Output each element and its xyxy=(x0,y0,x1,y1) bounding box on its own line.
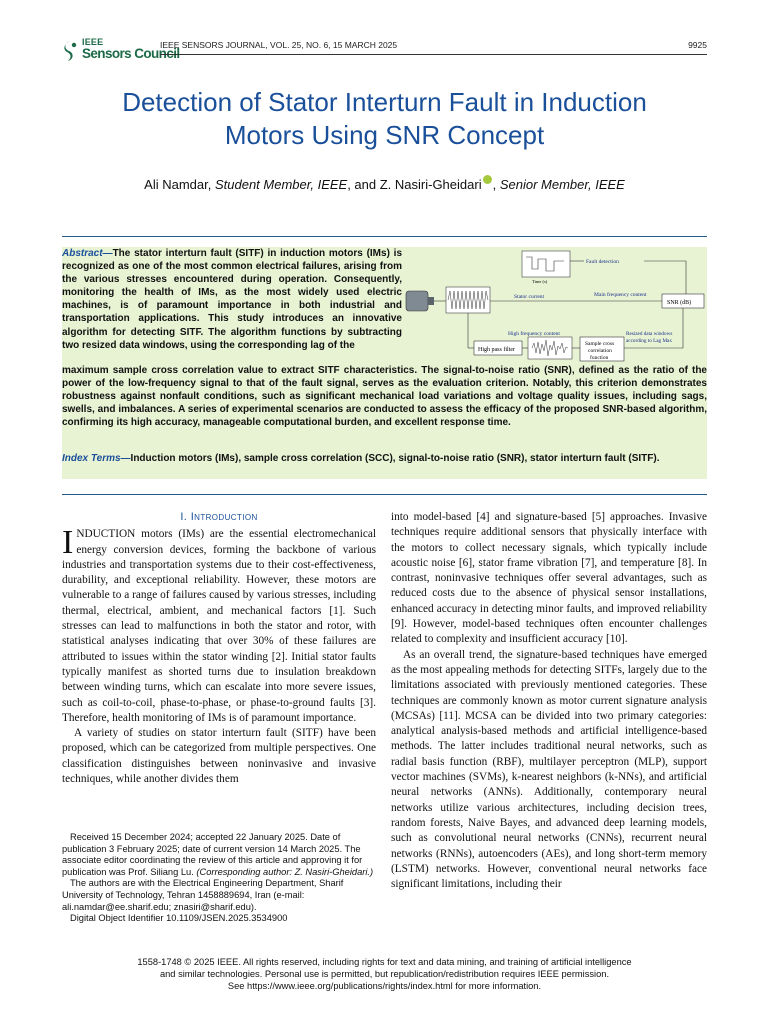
section-number: I. xyxy=(180,511,191,523)
ieee-sensors-council-logo xyxy=(62,37,180,66)
high-freq-plot xyxy=(528,337,572,359)
high-freq-label: High frequency content xyxy=(508,331,560,337)
stator-current-label: Stator current xyxy=(514,294,545,300)
footnote-affiliation: The authors are with the Electrical Engineering Department, Sharif University of Technology, Tehran 1458889694, Iran (e-mail: ali.namdar@ee.sharif.edu; znasiri@sharif.edu). xyxy=(62,878,344,912)
author-1-role: Student Member, IEEE xyxy=(214,177,348,192)
footnote-received xyxy=(62,832,376,878)
page-number: 9925 xyxy=(688,40,707,50)
scc-line-2: correlation xyxy=(588,348,612,354)
fault-detection-label: Fault detection xyxy=(586,259,619,265)
stator-current-plot xyxy=(446,287,490,313)
author-sep: , xyxy=(492,177,500,192)
author-1: Ali Namdar, xyxy=(144,177,215,192)
title-line-1: Detection of Stator Interturn Fault in Induction xyxy=(122,87,647,117)
abstract-top-rule xyxy=(62,236,707,237)
section-heading xyxy=(62,510,376,525)
copyright-line-1: 1558-1748 © 2025 IEEE. All rights reserved, including rights for text and data mining, and training of artificial intelligence xyxy=(137,957,632,967)
resized-windows-label: Resized data windows xyxy=(626,331,673,337)
title-line-2: Motors Using SNR Concept xyxy=(224,120,545,150)
abstract-body-top: The stator interturn fault (SITF) in induction motors (IMs) is recognized as one of the most common electrical failures, arising from the various stresses encountered during operation. Consequently, monitoring the health of IMs, as the most widely used electric machines, is of paramount importance in both industrial and transportation applications. This study introduces an innovative algorithm for detecting SITF. The algorithm functions by subtracting two resized data windows, using the corresponding lag of the xyxy=(62,248,402,351)
page-header xyxy=(62,38,707,68)
intro-paragraph-4: As an overall trend, the signature-based techniques have emerged as the most appealing methods for detecting SITFs, largely due to the limitations associated with previously mentioned categories. These techniques are commonly known as motor current signature analysis (MCSAs) [11]. MCSA can be divided into two primary categories: analytical analysis-based methods and artificial intelligence-based methods. The latter includes traditional neural networks, such as radial basis function (RBF), multilayer perceptron (MLP), support vector machines (SVMs), k-nearest neighbors (k-NNs), and artificial neural networks (ANNs). Additionally, contemporary neural networks utilize various architectures, including decision trees, random forests, Naive Bayes, and advanced deep learning models, such as convolutional neural networks (CNNs), recurrent neural networks (RNNs), autoencoders (AEs), and long short-term memory (LSTM) networks. However, conventional neural networks face significant limitations, including their xyxy=(391,648,707,891)
copyright-line-2: and similar technologies. Personal use is permitted, but republication/redistribution requires IEEE permission. xyxy=(159,969,610,979)
sensors-logo-icon xyxy=(62,40,78,62)
index-terms-text: Induction motors (IMs), sample cross correlation (SCC), signal-to-noise ratio (SNR), stator interturn fault (SITF). xyxy=(130,453,660,464)
section-title: Introduction xyxy=(190,511,258,523)
header-rule xyxy=(160,54,707,55)
dropcap-letter: I xyxy=(62,524,74,562)
lag-max-label: according to Lag Max xyxy=(626,338,672,344)
logo-ieee-text: IEEE xyxy=(82,37,104,47)
hpf-label: High pass filter xyxy=(478,347,515,353)
scc-line-1: Sample cross xyxy=(585,341,615,347)
graphical-abstract-figure xyxy=(404,247,707,363)
intro-paragraph-3: into model-based [4] and signature-based [5] approaches. Invasive techniques require additional sensors that physically interface with the motors to collect necessary signals, which typically include acoustic noise [6], stator frame vibration [7], and temperature [8]. In contrast, noninvasive techniques offer several advantages, such as reduced costs due to the absence of physical sensor installations, enhanced accuracy in detecting minor faults, and improved reliability [9]. However, model-based techniques often encounter challenges related to complexity and insufficient accuracy [10]. xyxy=(391,511,707,646)
footnote xyxy=(62,832,376,925)
journal-citation: IEEE SENSORS JOURNAL, VOL. 25, NO. 6, 15 MARCH 2025 xyxy=(160,40,398,50)
index-terms xyxy=(62,452,707,465)
paper-title xyxy=(62,86,707,152)
footnote-received-text: Received 15 December 2024; accepted 22 January 2025. Date of publication 3 February 2025; date of current version 14 March 2025. The associate editor coordinating the review of this article and approving it for publication was Prof. Siliang Lu. xyxy=(62,832,363,877)
intro-paragraph-1 xyxy=(62,524,376,726)
footnote-corresponding: (Corresponding author: Z. Nasiri-Gheidari.) xyxy=(196,866,374,877)
copyright-line-3[interactable]: See https://www.ieee.org/publications/rights/index.html for more information. xyxy=(227,981,542,991)
index-terms-dash: — xyxy=(120,453,131,464)
abstract-text-bottom: maximum sample cross correlation value to extract SITF characteristics. The signal-to-noise ratio (SNR), defined as the ratio of the power of the low-frequency signal to that of the fault signal, serves as the evaluation criterion. Notably, this criterion demonstrates robustness against nonfault conditions, such as significant mechanical load variations and voltage quality issues, including sags, swells, and imbalances. A series of experimental scenarios are conducted to assess the efficacy of the proposed SNR-based algorithm, confirming its high accuracy, manageable computational burden, and excellent response time. xyxy=(62,365,707,429)
abstract-bottom-rule xyxy=(62,494,707,495)
author-line xyxy=(62,175,707,192)
intro-paragraph-2: A variety of studies on stator interturn fault (SITF) have been proposed, which can be categorized from multiple perspectives. One classification distinguishes between noninvasive and invasive techniques, while another divides them xyxy=(62,727,376,786)
index-terms-label: Index Terms xyxy=(62,453,121,464)
intro-lead-word: NDUCTION xyxy=(76,528,136,541)
orcid-icon[interactable] xyxy=(483,175,492,184)
main-freq-label: Main frequency content xyxy=(594,292,647,298)
abstract-text-top xyxy=(62,247,402,352)
abstract-box xyxy=(62,247,707,479)
intro-p1-text: motors (IMs) are the essential electromechanical energy conversion devices, forming the backbone of various industries and transportation systems due to their cost-effectiveness, durability, and exceptional reliability. However, these motors are vulnerable to a range of failures caused by various stresses, including thermal, electrical, ambient, and mechanical factors [1]. Such stresses can lead to malfunctions in both the stator and rotor, with statistical analyses indicating that over 30% of these failures are attributed to issues within the stator winding [2]. Initial stator faults typically manifest as shorted turns due to insulation breakdown between winding turns, which can escalate into more severe issues, such as coil-to-coil, phase-to-phase, or phase-to-ground faults [3]. Therefore, health monitoring of IMs is of paramount importance. xyxy=(62,528,376,724)
author-2-role: Senior Member, IEEE xyxy=(499,177,625,192)
motor-icon xyxy=(406,291,428,311)
abstract-label: Abstract xyxy=(62,248,103,259)
left-column xyxy=(62,510,376,787)
abstract-dash: — xyxy=(102,248,113,259)
author-2: , and Z. Nasiri-Gheidari xyxy=(347,177,482,192)
copyright-notice xyxy=(62,956,707,992)
logo-council-text: Sensors Council xyxy=(82,46,180,61)
time-axis-label: Time (s) xyxy=(532,279,548,284)
right-column xyxy=(391,510,707,892)
scc-line-3: function xyxy=(590,355,609,361)
footnote-doi: Digital Object Identifier 10.1109/JSEN.2025.3534900 xyxy=(70,913,288,924)
snr-block-label: SNR (dB) xyxy=(667,300,692,306)
